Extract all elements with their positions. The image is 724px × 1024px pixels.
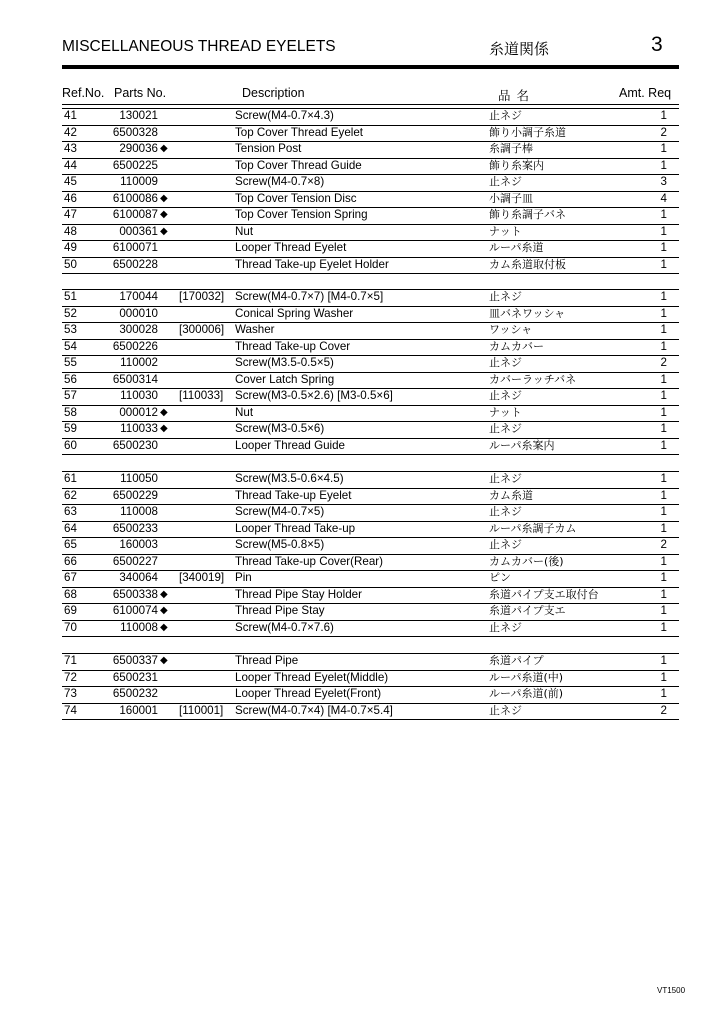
japanese-name: 糸道パイプ支エ (489, 604, 566, 617)
row-rule (62, 636, 679, 637)
amount-required: 1 (660, 306, 667, 320)
amount-required: 3 (660, 175, 667, 188)
part-number: 6500226 (112, 339, 158, 353)
description: Thread Pipe Stay (235, 604, 325, 617)
description: Screw(M4-0.7×7.6) (235, 620, 334, 634)
amount-required: 1 (660, 521, 667, 535)
table-row (62, 141, 679, 158)
part-number: 6500230 (112, 438, 158, 452)
part-number: 6500229 (112, 488, 158, 502)
part-number: 6100087 (112, 208, 158, 221)
amount-required: 1 (660, 587, 667, 601)
japanese-name: ルーパ糸道(前) (489, 687, 564, 700)
part-number: 6500328 (112, 125, 158, 139)
amount-required: 2 (660, 356, 667, 369)
amount-required: 1 (660, 604, 667, 617)
japanese-name: 止ネジ (489, 505, 522, 518)
amount-required: 1 (660, 554, 667, 568)
amount-required: 2 (660, 703, 667, 717)
ref-number: 44 (64, 158, 77, 172)
ref-number: 73 (64, 687, 77, 700)
japanese-name: 飾り糸調子バネ (489, 208, 566, 221)
part-number: 6500227 (112, 554, 158, 568)
part-number: 110009 (120, 175, 158, 188)
japanese-name: ルーパ糸道(中) (489, 670, 564, 684)
ref-number: 52 (64, 306, 77, 320)
amount-required: 1 (660, 158, 667, 172)
column-header-ref: Ref.No. (62, 86, 105, 100)
amount-required: 2 (660, 538, 667, 551)
japanese-name: 止ネジ (489, 538, 522, 551)
description: Screw(M3.5-0.5×5) (235, 356, 334, 369)
japanese-name: 止ネジ (489, 472, 522, 485)
table-row (62, 587, 679, 604)
japanese-name: カバーラッチバネ (489, 372, 577, 386)
description: Nut (235, 405, 254, 419)
ref-number: 68 (64, 587, 77, 601)
description: Tension Post (235, 142, 302, 155)
diamond-mark: ◆ (160, 406, 168, 418)
column-header-rule (62, 104, 679, 105)
description: Looper Thread Eyelet(Front) (235, 687, 382, 700)
footer-model-code: VT1500 (657, 986, 686, 995)
table-row (62, 224, 679, 241)
description: Looper Thread Guide (235, 438, 346, 452)
ref-number: 61 (64, 472, 77, 485)
description: Thread Pipe Stay Holder (235, 587, 362, 601)
description: Thread Pipe (235, 654, 299, 667)
description: Top Cover Tension Spring (235, 208, 368, 221)
column-header-amount: Amt. Req (619, 86, 672, 100)
table-row (62, 240, 679, 257)
amount-required: 1 (660, 142, 667, 155)
table-row (62, 504, 679, 521)
japanese-name: ルーパ糸案内 (489, 438, 555, 452)
part-number: 170044 (119, 290, 158, 303)
table-row (62, 306, 679, 323)
table-row (62, 521, 679, 538)
ref-number: 42 (64, 125, 77, 139)
amount-required: 1 (660, 620, 667, 634)
ref-number: 70 (64, 620, 77, 634)
amount-required: 1 (660, 389, 667, 402)
page-number: 3 (651, 33, 663, 56)
part-number: 160003 (119, 538, 158, 551)
japanese-name: 止ネジ (489, 356, 522, 369)
part-number: 6100074 (112, 604, 158, 617)
japanese-name: ナット (489, 224, 522, 238)
part-number: 110002 (120, 356, 158, 369)
description: Looper Thread Take-up (235, 521, 356, 535)
table-row (62, 257, 679, 274)
table-row (62, 421, 679, 438)
table-row (62, 158, 679, 175)
page-title-japanese: 糸道関係 (489, 40, 550, 58)
description: Screw(M5-0.8×5) (235, 538, 325, 551)
part-number: 300028 (119, 323, 158, 336)
part-number: 130021 (119, 109, 158, 122)
description: Thread Take-up Eyelet Holder (235, 257, 389, 271)
part-number: 6500231 (112, 670, 158, 684)
part-number: 6500228 (112, 257, 158, 271)
row-rule (62, 454, 679, 455)
table-row (62, 471, 679, 488)
table-row (62, 537, 679, 554)
part-number: 6100086 (112, 191, 158, 205)
table-row (62, 372, 679, 389)
ref-number: 57 (64, 389, 77, 402)
ref-number: 41 (64, 109, 77, 122)
alternate-part-number: [170032] (179, 290, 225, 303)
description: Screw(M4-0.7×5) (235, 505, 325, 518)
alternate-part-number: [110033] (179, 389, 224, 402)
japanese-name: 止ネジ (489, 422, 522, 435)
amount-required: 1 (660, 372, 667, 386)
description: Cover Latch Spring (235, 372, 335, 386)
ref-number: 54 (64, 339, 77, 353)
ref-number: 69 (64, 604, 77, 617)
part-number: 340064 (119, 571, 158, 584)
description: Washer (235, 323, 275, 336)
amount-required: 1 (660, 290, 667, 303)
ref-number: 50 (64, 257, 77, 271)
page-title: MISCELLANEOUS THREAD EYELETS (62, 38, 336, 55)
amount-required: 1 (660, 208, 667, 221)
amount-required: 1 (660, 422, 667, 435)
table-row (62, 570, 679, 587)
japanese-name: ピン (489, 571, 511, 584)
japanese-name: 糸道パイプ支エ取付台 (489, 587, 599, 601)
description: Screw(M4-0.7×4.3) (235, 109, 334, 122)
description: Screw(M3-0.5×2.6) [M3-0.5×6] (235, 389, 393, 402)
amount-required: 1 (660, 505, 667, 518)
description: Screw(M4-0.7×7) [M4-0.7×5] (235, 290, 384, 303)
amount-required: 1 (660, 257, 667, 271)
table-row (62, 355, 679, 372)
diamond-mark: ◆ (160, 621, 168, 633)
japanese-name: カムカバー(後) (489, 554, 564, 568)
table-row (62, 686, 679, 703)
alternate-part-number: [110001] (179, 703, 224, 717)
ref-number: 62 (64, 488, 77, 502)
japanese-name: カムカバー (489, 339, 544, 353)
part-number: 6500314 (112, 372, 158, 386)
part-number: 6500232 (112, 687, 158, 700)
japanese-name: 小調子皿 (489, 191, 533, 205)
ref-number: 66 (64, 554, 77, 568)
part-number: 000010 (119, 306, 158, 320)
table-row (62, 108, 679, 125)
ref-number: 51 (64, 290, 77, 303)
description: Thread Take-up Cover (235, 339, 351, 353)
japanese-name: 止ネジ (489, 703, 522, 717)
ref-number: 65 (64, 538, 77, 551)
ref-number: 59 (64, 422, 77, 435)
description: Top Cover Tension Disc (235, 191, 357, 205)
description: Pin (235, 571, 252, 584)
japanese-name: 糸道パイプ (489, 654, 544, 667)
ref-number: 56 (64, 372, 77, 386)
alternate-part-number: [340019] (179, 571, 225, 584)
part-number: 000361 (119, 224, 158, 238)
part-number: 290036 (119, 142, 158, 155)
table-row (62, 603, 679, 620)
japanese-name: 止ネジ (489, 109, 522, 122)
ref-number: 55 (64, 356, 77, 369)
table-row (62, 653, 679, 670)
alternate-part-number: [300006] (179, 323, 225, 336)
table-row (62, 174, 679, 191)
description: Screw(M3.5-0.6×4.5) (235, 472, 344, 485)
part-number: 6100071 (112, 241, 158, 254)
description: Looper Thread Eyelet(Middle) (235, 670, 389, 684)
description: Screw(M3-0.5×6) (235, 422, 325, 435)
description: Nut (235, 224, 254, 238)
ref-number: 43 (64, 142, 77, 155)
diamond-mark: ◆ (160, 423, 168, 434)
part-number: 110008 (120, 505, 158, 518)
column-header-description: Description (242, 86, 305, 100)
amount-required: 1 (660, 488, 667, 502)
diamond-mark: ◆ (160, 209, 168, 220)
description: Screw(M4-0.7×4) [M4-0.7×5.4] (235, 703, 393, 717)
diamond-mark: ◆ (160, 605, 168, 616)
japanese-name: カム糸道 (489, 488, 533, 502)
table-row (62, 620, 679, 637)
description: Top Cover Thread Eyelet (235, 125, 364, 139)
description: Looper Thread Eyelet (235, 241, 347, 254)
diamond-mark: ◆ (160, 655, 168, 666)
part-number: 110008 (120, 620, 158, 634)
amount-required: 1 (660, 571, 667, 584)
amount-required: 1 (660, 438, 667, 452)
amount-required: 1 (660, 241, 667, 254)
ref-number: 64 (64, 521, 77, 535)
table-row (62, 191, 679, 208)
ref-number: 53 (64, 323, 77, 336)
ref-number: 67 (64, 571, 77, 584)
ref-number: 71 (64, 654, 77, 667)
table-row (62, 388, 679, 405)
japanese-name: ルーパ糸道 (489, 241, 544, 254)
table-row (62, 703, 679, 720)
row-rule (62, 719, 679, 720)
part-number: 6500233 (112, 521, 158, 535)
japanese-name: 止ネジ (489, 620, 522, 634)
table-row (62, 438, 679, 455)
table-row (62, 554, 679, 571)
column-header-parts: Parts No. (114, 86, 167, 100)
amount-required: 1 (660, 472, 667, 485)
column-header-japanese-name: 品名 (498, 88, 536, 103)
ref-number: 74 (64, 703, 77, 717)
row-rule (62, 273, 679, 274)
japanese-name: ルーパ糸調子カム (489, 521, 577, 535)
amount-required: 1 (660, 323, 667, 336)
table-row (62, 207, 679, 224)
part-number: 000012 (119, 405, 158, 419)
ref-number: 47 (64, 208, 77, 221)
ref-number: 58 (64, 405, 77, 419)
diamond-mark: ◆ (160, 192, 168, 204)
part-number: 6500338 (112, 587, 158, 601)
japanese-name: 糸調子棒 (489, 142, 533, 155)
japanese-name: 止ネジ (489, 389, 522, 402)
japanese-name: カム糸道取付板 (489, 257, 566, 271)
part-number: 6500337 (112, 654, 158, 667)
description: Thread Take-up Cover(Rear) (235, 554, 383, 568)
amount-required: 1 (660, 224, 667, 238)
table-row (62, 322, 679, 339)
ref-number: 45 (64, 175, 77, 188)
japanese-name: 止ネジ (489, 290, 522, 303)
amount-required: 2 (660, 125, 667, 139)
part-number: 110033 (120, 422, 158, 435)
description: Top Cover Thread Guide (235, 158, 362, 172)
description: Conical Spring Washer (235, 306, 354, 320)
diamond-mark: ◆ (160, 143, 168, 154)
part-number: 160001 (119, 703, 158, 717)
amount-required: 1 (660, 339, 667, 353)
table-row (62, 488, 679, 505)
header-rule (62, 65, 679, 69)
table-row (62, 289, 679, 306)
ref-number: 63 (64, 505, 77, 518)
japanese-name: 皿バネワッシャ (489, 306, 566, 320)
amount-required: 4 (660, 191, 667, 205)
table-row (62, 405, 679, 422)
ref-number: 60 (64, 438, 77, 452)
diamond-mark: ◆ (160, 225, 168, 237)
amount-required: 1 (660, 670, 667, 684)
ref-number: 48 (64, 224, 77, 238)
amount-required: 1 (660, 687, 667, 700)
table-row (62, 125, 679, 142)
part-number: 110030 (120, 389, 158, 402)
amount-required: 1 (660, 405, 667, 419)
amount-required: 1 (660, 109, 667, 122)
japanese-name: 飾り糸案内 (489, 158, 544, 172)
ref-number: 49 (64, 241, 77, 254)
amount-required: 1 (660, 654, 667, 667)
table-row (62, 339, 679, 356)
ref-number: 46 (64, 191, 77, 205)
diamond-mark: ◆ (160, 588, 168, 600)
description: Thread Take-up Eyelet (235, 488, 352, 502)
part-number: 110050 (120, 472, 158, 485)
description: Screw(M4-0.7×8) (235, 175, 325, 188)
ref-number: 72 (64, 670, 77, 684)
japanese-name: 止ネジ (489, 175, 522, 188)
part-number: 6500225 (112, 158, 158, 172)
japanese-name: 飾り小調子糸道 (489, 125, 566, 139)
japanese-name: ワッシャ (489, 323, 533, 336)
japanese-name: ナット (489, 405, 522, 419)
table-row (62, 670, 679, 687)
